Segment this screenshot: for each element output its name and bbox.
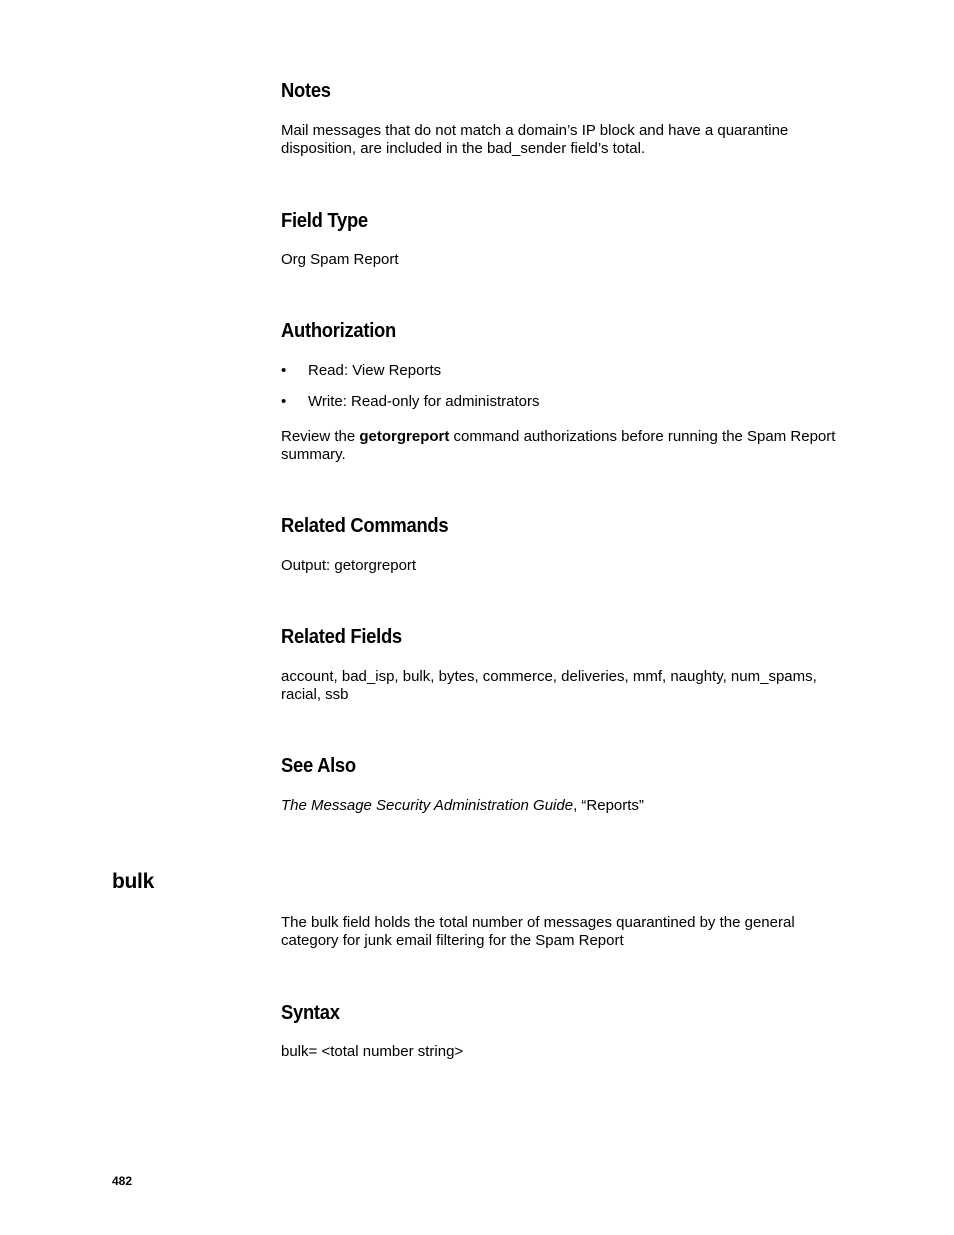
review-command: getorgreport: [359, 428, 450, 445]
field-type-text: Org Spam Report: [281, 251, 399, 268]
see-also-heading: See Also: [281, 755, 356, 777]
related-fields-text: account, bad_isp, bulk, bytes, commerce, deliveries, mmf, naughty, num_spams, racial, ssb: [281, 668, 817, 703]
authorization-review-text: [281, 428, 846, 464]
syntax-text: bulk= <total number string>: [281, 1043, 464, 1060]
guide-title: The Message Security Administration Guide: [281, 797, 574, 814]
bullet-text: Read: View Reports: [308, 362, 442, 379]
syntax-heading: Syntax: [281, 1002, 340, 1024]
related-commands-heading: Related Commands: [281, 515, 449, 537]
field-type-heading: Field Type: [281, 210, 368, 232]
authorization-heading: Authorization: [281, 320, 396, 342]
see-also-text: [281, 797, 846, 815]
bullet-text: Write: Read-only for administrators: [308, 393, 540, 410]
bullet-dot: •: [281, 393, 287, 410]
bulk-description: The bulk field holds the total number of messages quarantined by the general category for junk email filtering for the Spam Report: [281, 914, 795, 949]
related-commands-text: Output: getorgreport: [281, 557, 417, 574]
see-also-suffix: , “Reports”: [573, 797, 644, 814]
review-prefix: Review the: [281, 428, 360, 445]
page-number: 482: [112, 1174, 133, 1188]
notes-heading: Notes: [281, 80, 331, 102]
review-suffix: command authorizations before running the Spam Report summary.: [281, 428, 836, 463]
bullet-dot: •: [281, 362, 287, 379]
related-fields-heading: Related Fields: [281, 626, 402, 648]
notes-text: Mail messages that do not match a domain’s IP block and have a quarantine disposition, are included in the bad_sender field’s total.: [281, 122, 789, 157]
bulk-topic-title: bulk: [112, 870, 154, 893]
